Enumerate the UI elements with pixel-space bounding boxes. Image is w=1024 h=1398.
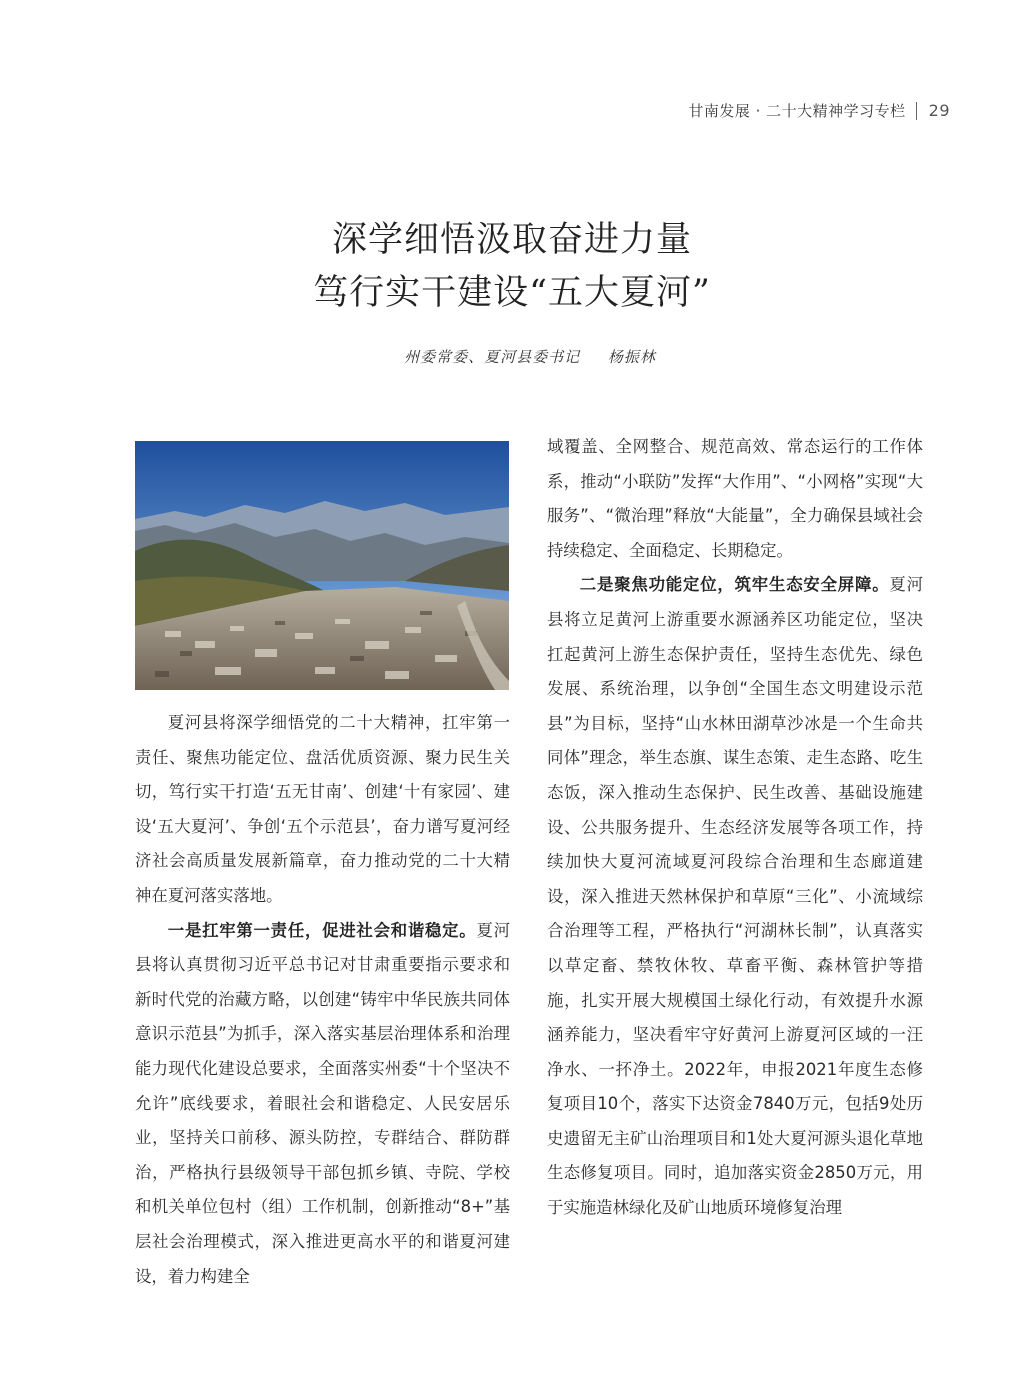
article-title (0, 214, 1024, 320)
running-header (688, 100, 950, 121)
intro-paragraph: 夏河县将深学细悟党的二十大精神，扛牢第一责任、聚焦功能定位、盘活优质资源、聚力民生关切，笃行实干打造‘五无甘南’、创建‘十有家园’、建设‘五大夏河’、争创‘五个示范县’，奋力谱写夏河经济社会高质量发展新篇章，奋力推动党的二十大精神在夏河落实落地。 (135, 713, 510, 905)
byline (0, 346, 1024, 367)
paragraph-1-lead: 一是扛牢第一责任，促进社会和谐稳定。 (167, 920, 477, 940)
right-column (547, 430, 923, 1226)
header-divider (916, 102, 917, 120)
author-name: 杨振林 (607, 348, 656, 366)
author-position: 州委常委、夏河县委书记 (404, 348, 581, 366)
title-line-2: 笃行实干建设“五大夏河” (313, 273, 711, 313)
paragraph-2-lead: 二是聚焦功能定位，筑牢生态安全屏障。 (579, 575, 890, 595)
continuation-paragraph: 域覆盖、全网整合、规范高效、常态运行的工作体系，推动“小联防”发挥“大作用”、“小网格”实现“大服务”、“微治理”释放“大能量”，全力确保县域社会持续稳定、全面稳定、长期稳定。 (547, 437, 923, 560)
paragraph-2 (547, 568, 923, 1225)
section-title: 甘南发展 · 二十大精神学习专栏 (688, 102, 906, 120)
aerial-town-photo (135, 441, 509, 690)
left-column (135, 706, 510, 1294)
paragraph-2-body: 夏河县将立足黄河上游重要水源涵养区功能定位，坚决扛起黄河上游生态保护责任，坚持生态优先、绿色发展、系统治理，以争创“全国生态文明建设示范县”为目标，坚持“山水林田湖草沙冰是一个生命共同体”理念，举生态旗、谋生态策、走生态路、吃生态饭，深入推动生态保护、民生改善、基础设施建设、公共服务提升、生态经济发展等各项工作，持续加快大夏河流域夏河段综合治理和生态廊道建设，深入推进天然林保护和草原“三化”、小流域综合治理等工程，严格执行“河湖林长制”，认真落实以草定畜、禁牧休牧、草畜平衡、森林管护等措施，扎实开展大规模国土绿化行动，有效提升水源涵养能力，坚决看牢守好黄河上游夏河区域的一汪净水、一抔净土。2022年，申报2021年度生态修复项目10个，落实下达资金7840万元，包括9处历史遗留无主矿山治理项目和1处大夏河源头退化草地生态修复项目。同时，追加落实资金2850万元，用于实施造林绿化及矿山地质环境修复治理 (547, 575, 924, 1218)
paragraph-1-body: 夏河县将认真贯彻习近平总书记对甘肃重要指示要求和新时代党的治藏方略，以创建“铸牢中华民族共同体意识示范县”为抓手，深入落实基层治理体系和治理能力现代化建设总要求，全面落实州委“十个坚决不允许”底线要求，着眼社会和谐稳定、人民安居乐业，坚持关口前移、源头防控，专群结合、群防群治，严格执行县级领导干部包抓乡镇、寺院、学校和机关单位包村（组）工作机制，创新推动“8+”基层社会治理模式，深入推进更高水平的和谐夏河建设，着力构建全 (135, 920, 511, 1286)
page-number: 29 (928, 101, 950, 120)
paragraph-1 (135, 914, 510, 1295)
title-line-1: 深学细悟汲取奋进力量 (331, 220, 692, 260)
